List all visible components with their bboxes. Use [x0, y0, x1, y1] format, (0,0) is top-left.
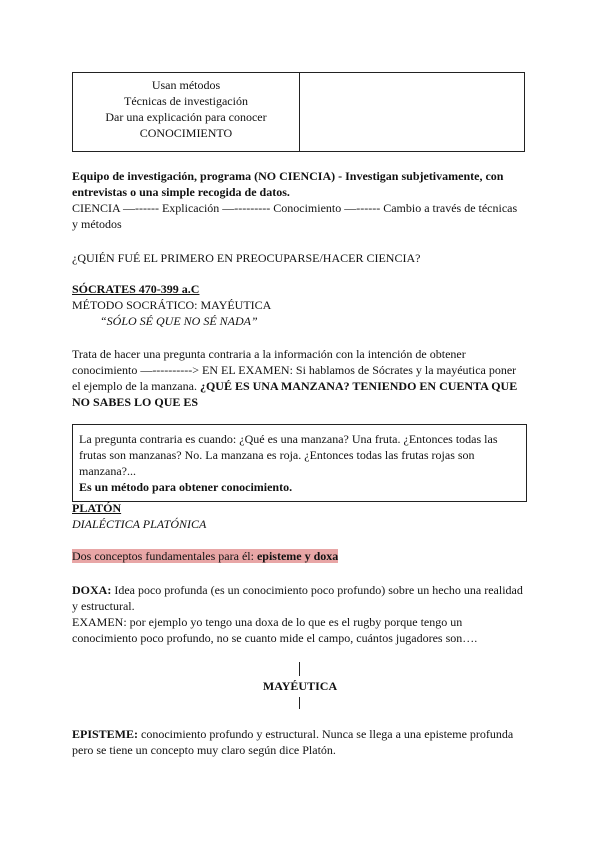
platon-subtitle: DIALÉCTICA PLATÓNICA [72, 517, 207, 531]
concepts-line [72, 548, 532, 564]
socrates-quote: “SÓLO SÉ QUE NO SÉ NADA” [100, 314, 258, 328]
box-line: La pregunta contraria es cuando: ¿Qué es una manzana? Una fruta. ¿Entonces todas las [79, 432, 498, 446]
concepts-bold: episteme y doxa [256, 549, 339, 563]
doxa-text: Idea poco profunda (es un conocimiento poco profundo) sobre un hecho una realidad [111, 583, 523, 597]
platon-section [72, 500, 532, 532]
episteme-label: EPISTEME: [72, 727, 139, 741]
question-line: ¿QUIÉN FUÉ EL PRIMERO EN PREOCUPARSE/HACER CIENCIA? [72, 251, 421, 265]
box-line: frutas son manzanas? No. La manzana es roja. ¿Entonces todas las frutas rojas son [79, 448, 475, 462]
concepts-highlight [72, 549, 338, 563]
doxa-line: y estructural. [72, 599, 135, 613]
table-line: Técnicas de investigación [124, 94, 248, 108]
apple-question-cont: NO SABES LO QUE ES [72, 395, 199, 409]
table-line: Dar una explicación para conocer [105, 110, 267, 124]
box-line: manzana?... [79, 464, 136, 478]
socrates-heading: SÓCRATES 470-399 a.C [72, 282, 200, 296]
episteme-text: conocimiento profundo y estructural. Nunca se llega a una episteme profunda [138, 727, 514, 741]
episteme-line [72, 726, 532, 742]
table-cell-left [73, 73, 300, 151]
research-section [72, 168, 532, 232]
doxa-paragraph [72, 582, 532, 646]
doxa-line [72, 582, 532, 598]
doxa-line: conocimiento poco profundo, no se cuanto mide el campo, cuántos jugadores son…. [72, 631, 478, 645]
science-chain-line: CIENCIA —------ Explicación —--------- Conocimiento —------ Cambio a través de técnicas [72, 201, 518, 215]
divider-bar-bottom [299, 697, 300, 709]
table-line: Usan métodos [151, 78, 221, 92]
research-bold-line: entrevistas o una simple recogida de datos. [72, 185, 290, 199]
example-box [72, 424, 527, 502]
divider-bar-top [299, 662, 300, 676]
socrates-section [72, 281, 532, 329]
explanation-paragraph [72, 346, 532, 410]
episteme-line: pero se tiene un concepto muy claro según dice Platón. [72, 743, 336, 757]
socratic-method: MÉTODO SOCRÁTICO: MAYÉUTICA [72, 298, 272, 312]
episteme-paragraph [72, 726, 532, 758]
science-chain-line: y métodos [72, 217, 122, 231]
platon-heading: PLATÓN [72, 501, 122, 515]
research-bold-line: Equipo de investigación, programa (NO CIENCIA) - Investigan subjetivamente, con [72, 169, 504, 183]
summary-table [72, 72, 525, 152]
mayeutica-heading: MAYÉUTICA [262, 679, 338, 693]
table-line: CONOCIMIENTO [139, 126, 233, 140]
box-conclusion: Es un método para obtener conocimiento. [79, 480, 293, 494]
explanation-text: el ejemplo de la manzana. [72, 379, 200, 393]
explanation-line: Trata de hacer una pregunta contraria a la información con la intención de obtener [72, 347, 466, 361]
table-cell-right [300, 73, 524, 151]
explanation-line [72, 378, 532, 394]
doxa-label: DOXA: [72, 583, 112, 597]
doxa-line: EXAMEN: por ejemplo yo tengo una doxa de lo que es el rugby porque tengo un [72, 615, 463, 629]
explanation-line: conocimiento —----------> EN EL EXAMEN: Si hablamos de Sócrates y la mayéutica poner [72, 363, 517, 377]
concepts-text: Dos conceptos fundamentales para él: [72, 549, 257, 563]
apple-question: ¿QUÉ ES UNA MANZANA? TENIENDO EN CUENTA QUE [199, 379, 518, 393]
